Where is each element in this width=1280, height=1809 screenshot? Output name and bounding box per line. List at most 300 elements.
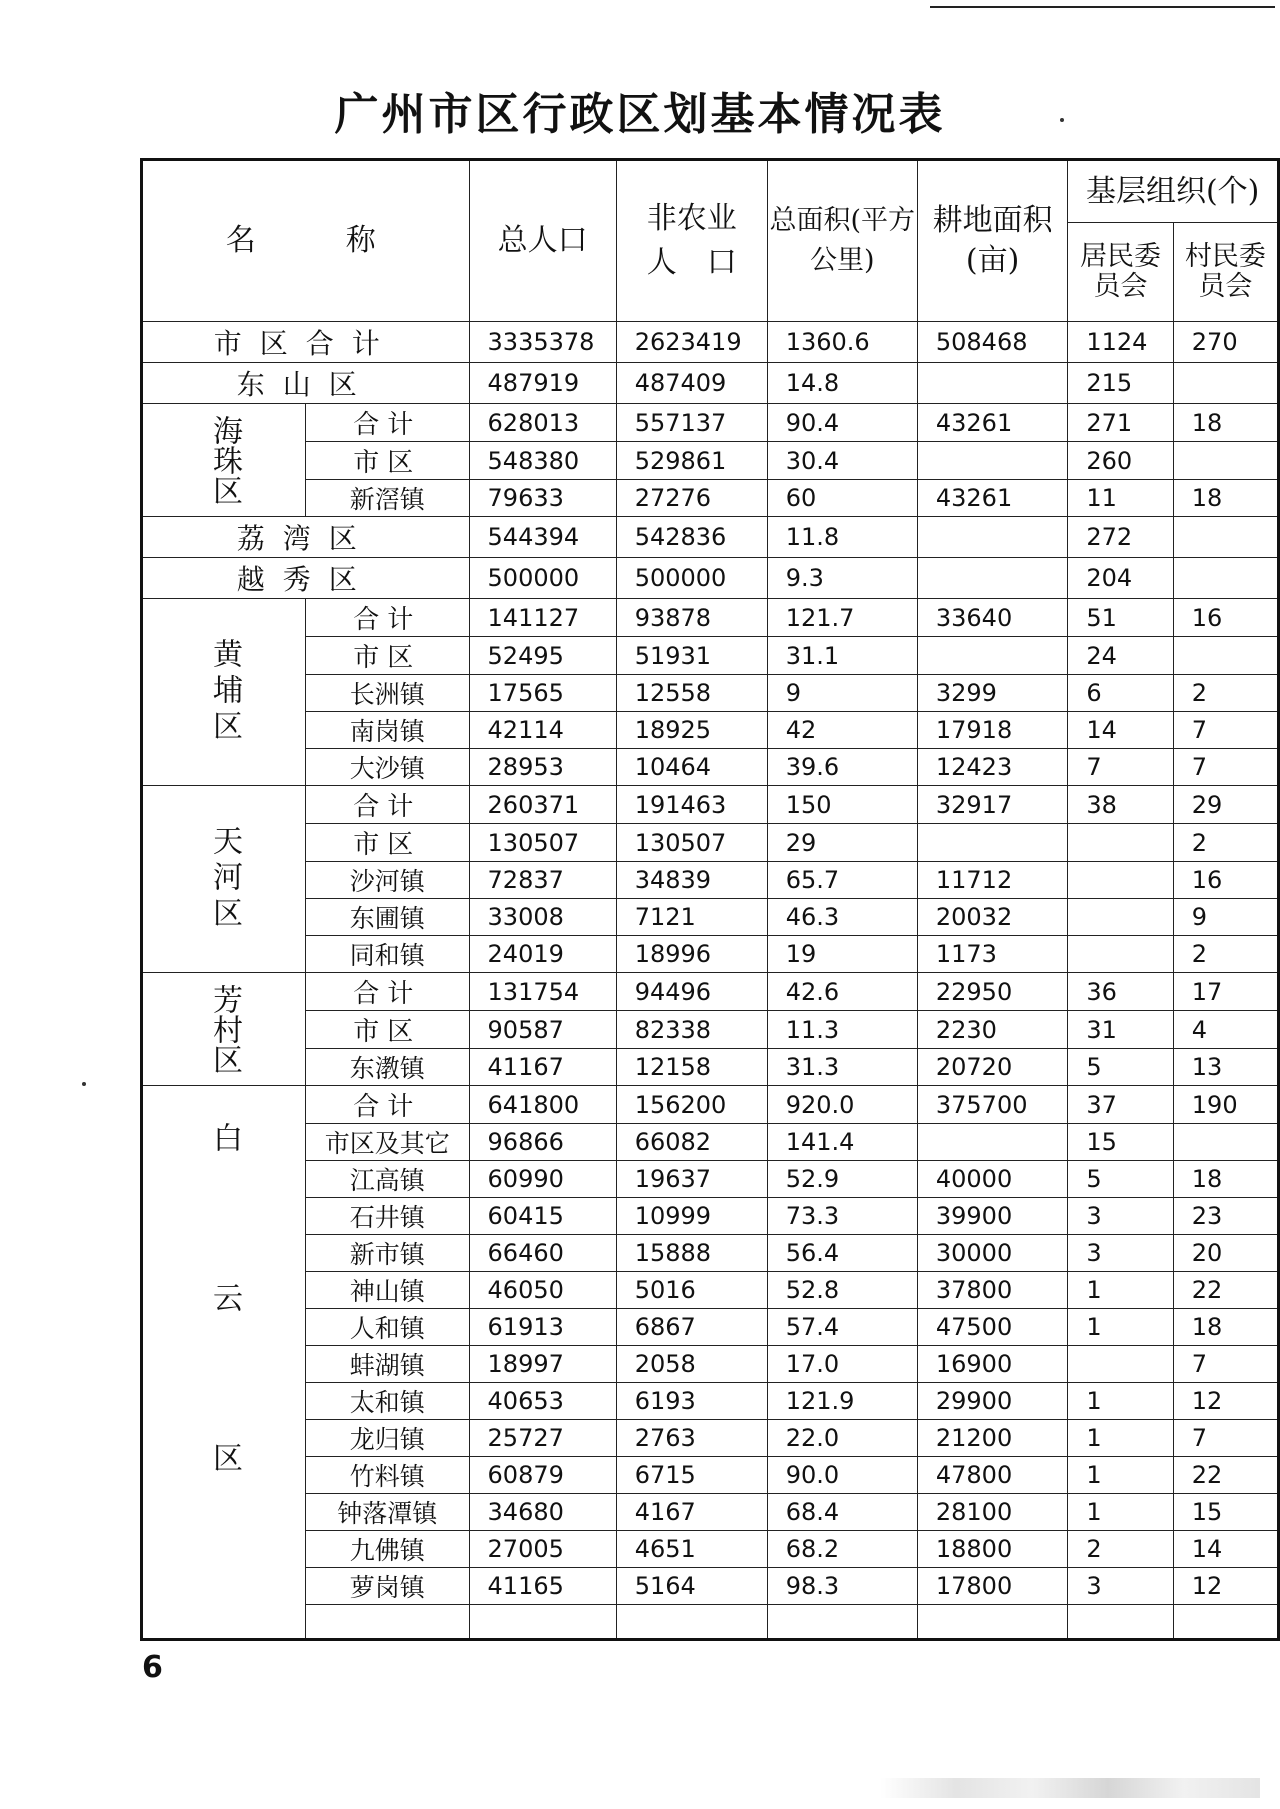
blank-cell [616,1605,767,1640]
cell-farmland-area: 20032 [917,899,1067,936]
row-name: 东圃镇 [306,899,470,936]
row-name: 萝岗镇 [306,1568,470,1605]
cell-residents-committee: 3 [1068,1568,1173,1605]
cell-residents-committee: 51 [1068,599,1173,637]
row-name: 沙河镇 [306,862,470,899]
district-fangcun: 芳村区 [142,973,306,1086]
row-name: 新市镇 [306,1235,470,1272]
cell-residents-committee: 38 [1068,786,1173,824]
cell-total-area: 11.8 [767,517,917,558]
cell-total-area: 57.4 [767,1309,917,1346]
cell-villagers-committee: 18 [1173,480,1278,517]
cell-villagers-committee: 14 [1173,1531,1278,1568]
row-name: 市区合计 [142,322,470,363]
blank-cell [1173,1605,1278,1640]
row-name: 大沙镇 [306,749,470,786]
cell-farmland-area: 29900 [917,1383,1067,1420]
cell-residents-committee [1068,1346,1173,1383]
cell-farmland-area [917,1124,1067,1161]
cell-total-population: 28953 [469,749,616,786]
cell-villagers-committee: 22 [1173,1457,1278,1494]
blank-cell [917,1605,1067,1640]
cell-total-area: 1360.6 [767,322,917,363]
cell-villagers-committee: 270 [1173,322,1278,363]
table-row [142,1235,1279,1272]
cell-farmland-area: 47500 [917,1309,1067,1346]
cell-total-population: 90587 [469,1011,616,1049]
cell-villagers-committee: 7 [1173,1420,1278,1457]
table-row-blank [142,1605,1279,1640]
district-baiyun: 白云区 [142,1086,306,1640]
table-row [142,1086,1279,1124]
header-residents-committee: 居民委员会 [1068,223,1173,322]
cell-residents-committee: 3 [1068,1198,1173,1235]
cell-total-area: 141.4 [767,1124,917,1161]
cell-farmland-area: 43261 [917,404,1067,442]
cell-residents-committee: 37 [1068,1086,1173,1124]
cell-villagers-committee: 7 [1173,712,1278,749]
cell-non-agri-population: 12158 [616,1049,767,1086]
cell-total-area: 121.9 [767,1383,917,1420]
cell-villagers-committee: 9 [1173,899,1278,936]
cell-non-agri-population: 191463 [616,786,767,824]
cell-total-population: 17565 [469,675,616,712]
row-name: 合计 [306,404,470,442]
table-row [142,1309,1279,1346]
cell-non-agri-population: 5016 [616,1272,767,1309]
cell-non-agri-population: 4167 [616,1494,767,1531]
cell-farmland-area: 22950 [917,973,1067,1011]
cell-total-area: 90.4 [767,404,917,442]
table-row [142,786,1279,824]
cell-total-population: 52495 [469,637,616,675]
cell-non-agri-population: 557137 [616,404,767,442]
cell-total-population: 46050 [469,1272,616,1309]
cell-residents-committee: 6 [1068,675,1173,712]
cell-farmland-area: 17918 [917,712,1067,749]
cell-villagers-committee: 29 [1173,786,1278,824]
cell-non-agri-population: 19637 [616,1161,767,1198]
table-row [142,1272,1279,1309]
row-name: 长洲镇 [306,675,470,712]
district-huangpu: 黄埔区 [142,599,306,786]
header-villagers-committee: 村民委员会 [1173,223,1278,322]
cell-villagers-committee [1173,1124,1278,1161]
row-name: 合计 [306,973,470,1011]
cell-farmland-area: 39900 [917,1198,1067,1235]
cell-non-agri-population: 500000 [616,558,767,599]
cell-non-agri-population: 34839 [616,862,767,899]
cell-non-agri-population: 4651 [616,1531,767,1568]
cell-total-population: 487919 [469,363,616,404]
row-name: 石井镇 [306,1198,470,1235]
table-row [142,558,1279,599]
cell-non-agri-population: 94496 [616,973,767,1011]
cell-residents-committee [1068,862,1173,899]
cell-total-population: 61913 [469,1309,616,1346]
cell-villagers-committee: 15 [1173,1494,1278,1531]
cell-total-area: 42.6 [767,973,917,1011]
cell-total-population: 260371 [469,786,616,824]
cell-villagers-committee: 2 [1173,824,1278,862]
table-row [142,1420,1279,1457]
cell-residents-committee: 1124 [1068,322,1173,363]
cell-farmland-area: 37800 [917,1272,1067,1309]
cell-total-population: 131754 [469,973,616,1011]
row-name: 市区 [306,824,470,862]
table-row [142,363,1279,404]
cell-villagers-committee: 18 [1173,1161,1278,1198]
cell-villagers-committee [1173,558,1278,599]
cell-farmland-area: 1173 [917,936,1067,973]
cell-villagers-committee: 16 [1173,599,1278,637]
top-edge-rule [930,6,1275,8]
cell-total-population: 72837 [469,862,616,899]
cell-villagers-committee [1173,363,1278,404]
cell-total-area: 29 [767,824,917,862]
row-name: 东漖镇 [306,1049,470,1086]
header-grassroots: 基层组织(个) [1068,160,1279,223]
cell-non-agri-population: 18925 [616,712,767,749]
row-name: 人和镇 [306,1309,470,1346]
header-farmland-area: 耕地面积(亩) [917,160,1067,322]
cell-residents-committee: 1 [1068,1272,1173,1309]
cell-farmland-area: 30000 [917,1235,1067,1272]
cell-total-area: 42 [767,712,917,749]
cell-non-agri-population: 93878 [616,599,767,637]
cell-villagers-committee: 7 [1173,749,1278,786]
cell-total-area: 65.7 [767,862,917,899]
cell-residents-committee: 7 [1068,749,1173,786]
table-row [142,824,1279,862]
cell-farmland-area: 12423 [917,749,1067,786]
cell-villagers-committee [1173,517,1278,558]
table-row [142,862,1279,899]
cell-total-population: 40653 [469,1383,616,1420]
cell-villagers-committee: 13 [1173,1049,1278,1086]
cell-total-area: 60 [767,480,917,517]
cell-residents-committee: 1 [1068,1420,1173,1457]
cell-residents-committee: 1 [1068,1383,1173,1420]
table-row [142,936,1279,973]
row-name: 荔湾区 [142,517,470,558]
cell-total-area: 22.0 [767,1420,917,1457]
cell-total-area: 150 [767,786,917,824]
cell-total-area: 121.7 [767,599,917,637]
row-name: 同和镇 [306,936,470,973]
page-number: 6 [142,1650,163,1685]
cell-total-area: 73.3 [767,1198,917,1235]
cell-farmland-area: 3299 [917,675,1067,712]
cell-farmland-area: 32917 [917,786,1067,824]
cell-total-population: 141127 [469,599,616,637]
cell-residents-committee: 1 [1068,1494,1173,1531]
row-name: 市区及其它 [306,1124,470,1161]
cell-total-area: 46.3 [767,899,917,936]
header-name: 名 称 [142,160,470,322]
header-total-area: 总面积(平方公里) [767,160,917,322]
table-row [142,973,1279,1011]
district-haizhu: 海珠区 [142,404,306,517]
table-row [142,442,1279,480]
cell-farmland-area: 18800 [917,1531,1067,1568]
page-title: 广州市区行政区划基本情况表 [334,89,946,140]
cell-villagers-committee: 2 [1173,936,1278,973]
cell-non-agri-population: 10464 [616,749,767,786]
cell-total-area: 56.4 [767,1235,917,1272]
cell-villagers-committee [1173,637,1278,675]
cell-villagers-committee: 17 [1173,973,1278,1011]
table-row [142,1383,1279,1420]
row-name: 合计 [306,1086,470,1124]
cell-total-population: 548380 [469,442,616,480]
admin-division-table-wrap [140,158,1280,1641]
row-name: 太和镇 [306,1383,470,1420]
table-row [142,1457,1279,1494]
admin-division-table [140,158,1280,1641]
table-row [142,637,1279,675]
cell-total-area: 920.0 [767,1086,917,1124]
district-tianhe: 天河区 [142,786,306,973]
table-row [142,1011,1279,1049]
cell-total-population: 641800 [469,1086,616,1124]
table-row [142,1346,1279,1383]
cell-residents-committee: 36 [1068,973,1173,1011]
row-name: 越秀区 [142,558,470,599]
cell-villagers-committee: 4 [1173,1011,1278,1049]
cell-total-area: 9 [767,675,917,712]
cell-total-area: 31.1 [767,637,917,675]
cell-residents-committee: 1 [1068,1457,1173,1494]
cell-residents-committee: 5 [1068,1161,1173,1198]
row-name: 钟落潭镇 [306,1494,470,1531]
row-name: 东山区 [142,363,470,404]
cell-total-area: 90.0 [767,1457,917,1494]
table-row [142,517,1279,558]
cell-villagers-committee [1173,442,1278,480]
table-row [142,675,1279,712]
cell-total-area: 17.0 [767,1346,917,1383]
cell-total-population: 60415 [469,1198,616,1235]
scan-artifact [880,1778,1260,1798]
cell-non-agri-population: 6715 [616,1457,767,1494]
table-row [142,322,1279,363]
cell-total-population: 42114 [469,712,616,749]
cell-residents-committee: 271 [1068,404,1173,442]
cell-farmland-area: 17800 [917,1568,1067,1605]
blank-cell [767,1605,917,1640]
cell-total-area: 98.3 [767,1568,917,1605]
cell-residents-committee: 11 [1068,480,1173,517]
cell-villagers-committee: 12 [1173,1383,1278,1420]
cell-non-agri-population: 542836 [616,517,767,558]
cell-non-agri-population: 10999 [616,1198,767,1235]
cell-farmland-area: 43261 [917,480,1067,517]
cell-villagers-committee: 20 [1173,1235,1278,1272]
table-row [142,1124,1279,1161]
header-total-population: 总人口 [469,160,616,322]
cell-total-area: 19 [767,936,917,973]
cell-farmland-area: 11712 [917,862,1067,899]
cell-farmland-area [917,637,1067,675]
row-name: 龙归镇 [306,1420,470,1457]
table-row [142,480,1279,517]
row-name: 市区 [306,1011,470,1049]
cell-villagers-committee: 22 [1173,1272,1278,1309]
cell-farmland-area: 20720 [917,1049,1067,1086]
row-name: 神山镇 [306,1272,470,1309]
cell-villagers-committee: 18 [1173,1309,1278,1346]
cell-villagers-committee: 16 [1173,862,1278,899]
cell-non-agri-population: 27276 [616,480,767,517]
row-name: 合计 [306,786,470,824]
cell-villagers-committee: 190 [1173,1086,1278,1124]
cell-total-area: 9.3 [767,558,917,599]
blank-cell [469,1605,616,1640]
cell-residents-committee: 260 [1068,442,1173,480]
cell-non-agri-population: 156200 [616,1086,767,1124]
cell-residents-committee: 3 [1068,1235,1173,1272]
cell-residents-committee: 31 [1068,1011,1173,1049]
cell-total-population: 544394 [469,517,616,558]
scan-speck [82,1082,86,1086]
row-name: 新滘镇 [306,480,470,517]
cell-total-population: 27005 [469,1531,616,1568]
row-name: 市区 [306,637,470,675]
cell-total-area: 68.4 [767,1494,917,1531]
cell-total-population: 25727 [469,1420,616,1457]
cell-residents-committee [1068,899,1173,936]
table-row [142,1531,1279,1568]
cell-non-agri-population: 529861 [616,442,767,480]
row-name: 九佛镇 [306,1531,470,1568]
cell-total-population: 130507 [469,824,616,862]
table-row [142,1198,1279,1235]
cell-farmland-area [917,363,1067,404]
cell-non-agri-population: 130507 [616,824,767,862]
cell-non-agri-population: 66082 [616,1124,767,1161]
cell-farmland-area: 2230 [917,1011,1067,1049]
cell-farmland-area [917,517,1067,558]
blank-cell [306,1605,470,1640]
table-row [142,599,1279,637]
cell-farmland-area: 28100 [917,1494,1067,1531]
cell-total-area: 11.3 [767,1011,917,1049]
cell-non-agri-population: 18996 [616,936,767,973]
cell-total-population: 96866 [469,1124,616,1161]
row-name: 市区 [306,442,470,480]
cell-total-population: 33008 [469,899,616,936]
row-name: 南岗镇 [306,712,470,749]
table-row [142,899,1279,936]
cell-farmland-area [917,824,1067,862]
cell-total-area: 14.8 [767,363,917,404]
cell-non-agri-population: 487409 [616,363,767,404]
table-row [142,1049,1279,1086]
blank-cell [1068,1605,1173,1640]
cell-farmland-area [917,442,1067,480]
cell-non-agri-population: 2058 [616,1346,767,1383]
cell-villagers-committee: 7 [1173,1346,1278,1383]
cell-villagers-committee: 2 [1173,675,1278,712]
cell-farmland-area: 375700 [917,1086,1067,1124]
cell-total-population: 24019 [469,936,616,973]
cell-total-area: 31.3 [767,1049,917,1086]
cell-residents-committee: 1 [1068,1309,1173,1346]
cell-non-agri-population: 2763 [616,1420,767,1457]
cell-farmland-area [917,558,1067,599]
table-row [142,712,1279,749]
cell-non-agri-population: 6193 [616,1383,767,1420]
cell-residents-committee: 14 [1068,712,1173,749]
cell-residents-committee: 24 [1068,637,1173,675]
header-non-agri-population: 非农业人 口 [616,160,767,322]
cell-total-area: 52.9 [767,1161,917,1198]
cell-villagers-committee: 18 [1173,404,1278,442]
cell-residents-committee: 2 [1068,1531,1173,1568]
cell-farmland-area: 21200 [917,1420,1067,1457]
cell-total-area: 52.8 [767,1272,917,1309]
table-row [142,404,1279,442]
cell-non-agri-population: 2623419 [616,322,767,363]
cell-total-population: 18997 [469,1346,616,1383]
cell-farmland-area: 47800 [917,1457,1067,1494]
cell-non-agri-population: 15888 [616,1235,767,1272]
cell-residents-committee [1068,936,1173,973]
cell-residents-committee: 204 [1068,558,1173,599]
cell-total-area: 68.2 [767,1531,917,1568]
cell-residents-committee: 5 [1068,1049,1173,1086]
cell-non-agri-population: 51931 [616,637,767,675]
cell-non-agri-population: 5164 [616,1568,767,1605]
cell-total-area: 39.6 [767,749,917,786]
table-row [142,1161,1279,1198]
cell-total-population: 628013 [469,404,616,442]
cell-non-agri-population: 6867 [616,1309,767,1346]
row-name: 蚌湖镇 [306,1346,470,1383]
cell-total-population: 500000 [469,558,616,599]
row-name: 合计 [306,599,470,637]
cell-residents-committee: 215 [1068,363,1173,404]
cell-farmland-area: 40000 [917,1161,1067,1198]
cell-total-population: 41167 [469,1049,616,1086]
cell-total-population: 60879 [469,1457,616,1494]
cell-total-population: 66460 [469,1235,616,1272]
cell-total-population: 3335378 [469,322,616,363]
table-row [142,1568,1279,1605]
cell-residents-committee: 15 [1068,1124,1173,1161]
table-row [142,749,1279,786]
cell-non-agri-population: 7121 [616,899,767,936]
cell-villagers-committee: 12 [1173,1568,1278,1605]
cell-farmland-area: 16900 [917,1346,1067,1383]
cell-farmland-area: 33640 [917,599,1067,637]
table-row [142,1494,1279,1531]
row-name: 竹料镇 [306,1457,470,1494]
cell-non-agri-population: 82338 [616,1011,767,1049]
cell-total-population: 34680 [469,1494,616,1531]
cell-farmland-area: 508468 [917,322,1067,363]
cell-villagers-committee: 23 [1173,1198,1278,1235]
row-name: 江高镇 [306,1161,470,1198]
cell-total-population: 60990 [469,1161,616,1198]
cell-total-population: 79633 [469,480,616,517]
cell-total-area: 30.4 [767,442,917,480]
cell-residents-committee [1068,824,1173,862]
cell-total-population: 41165 [469,1568,616,1605]
cell-non-agri-population: 12558 [616,675,767,712]
cell-residents-committee: 272 [1068,517,1173,558]
